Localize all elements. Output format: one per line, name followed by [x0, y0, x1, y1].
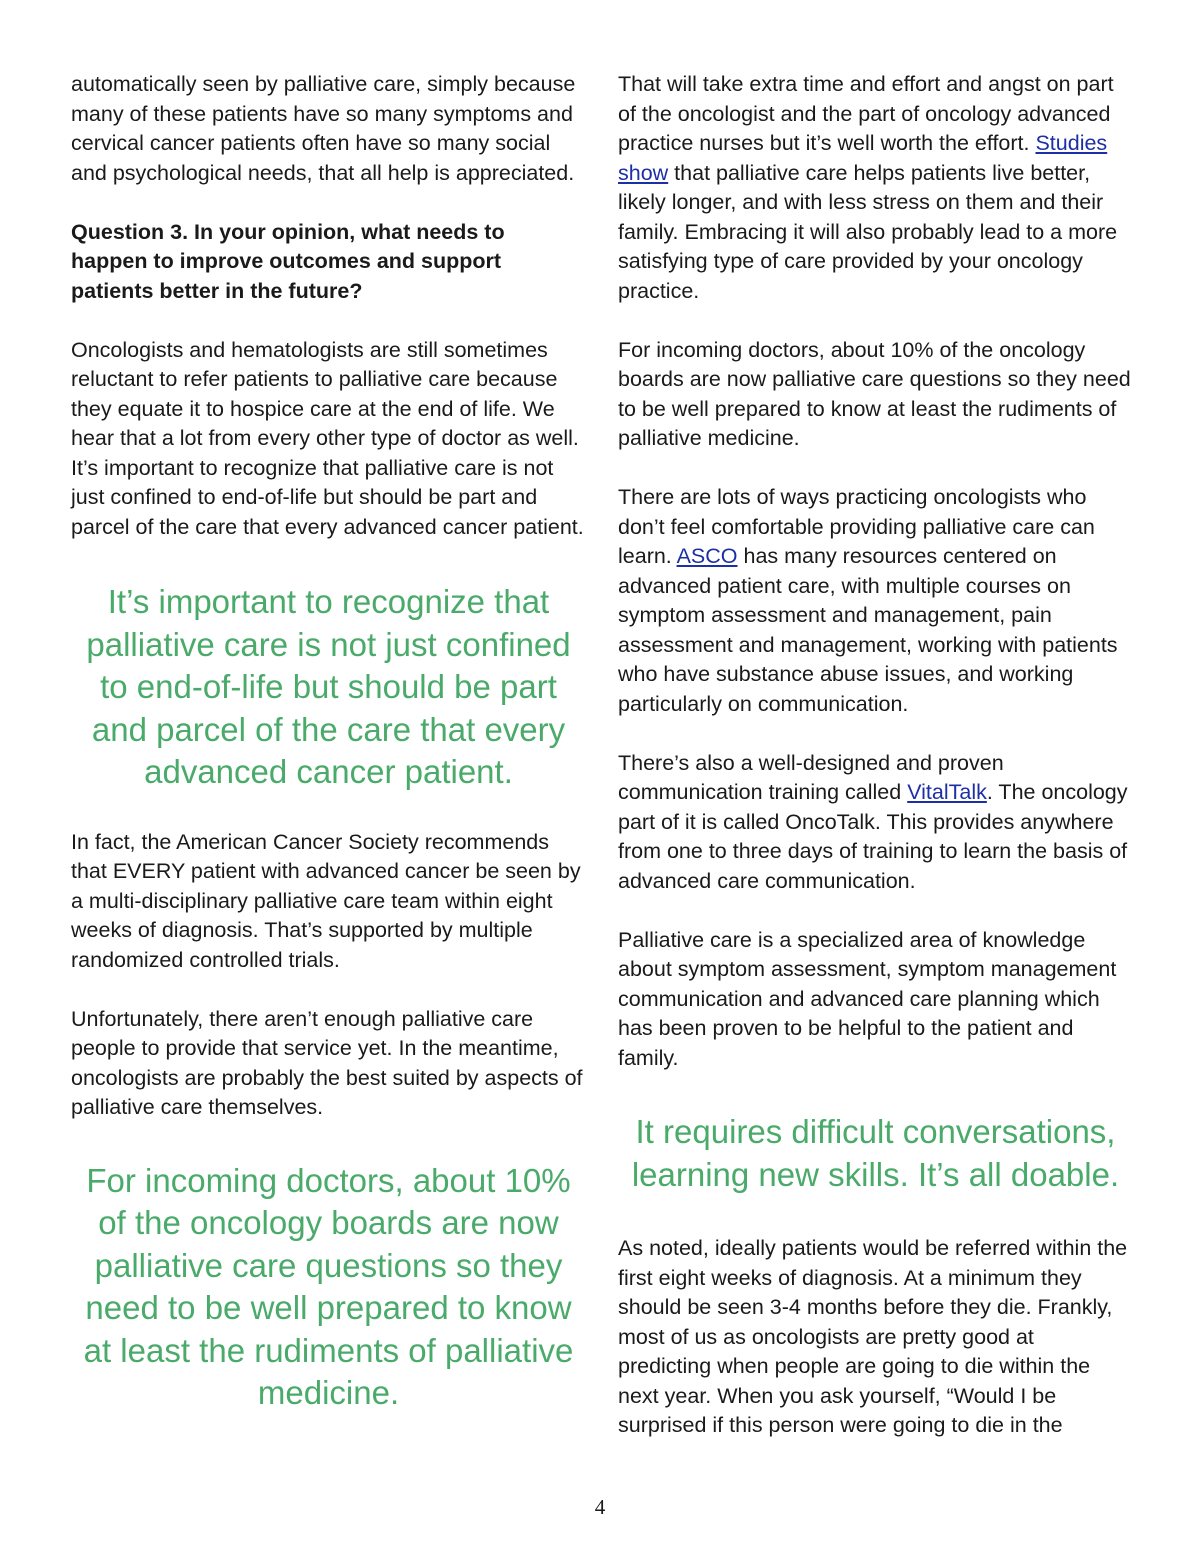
body-paragraph: For incoming doctors, about 10% of the oncology boards are now palliative care questions so they need to be well prepared to know at least the rudiments of palliative medicine.	[618, 337, 1131, 450]
text-run: That will take extra time and effort and angst on part of the oncologist and the part of oncology advanced practice nurses but it’s well worth the effort.	[618, 72, 1114, 155]
right-column	[618, 70, 1133, 1470]
body-paragraph: Palliative care is a specialized area of knowledge about symptom assessment, symptom management communication and advanced care planning which has been proven to be helpful to the patient and family.	[618, 927, 1117, 1070]
pull-quote: It requires difficult conversations, learning new skills. It’s all doable.	[631, 1113, 1120, 1193]
body-paragraph: As noted, ideally patients would be referred within the first eight weeks of diagnosis. At a minimum they should be seen 3-4 months before they die. Frankly, most of us as oncologists are pretty good at predicting when people are going to die within the next year. When you ask yourself, “Would I be surprised if this person were going to die in the	[618, 1236, 1128, 1437]
pull-quote: For incoming doctors, about 10% of the oncology boards are now palliative care questions so they need to be well prepared to know at least the rudiments of palliative medicine.	[83, 1161, 574, 1411]
page-number: 4	[594, 1495, 606, 1519]
text-run: . The oncology part of it is called OncoTalk. This provides anywhere from one to three days of training to learn the basis of advanced care communication.	[618, 780, 1128, 893]
vitaltalk-link[interactable]: VitalTalk	[907, 780, 987, 804]
pull-quote: It’s important to recognize that palliative care is not just confined to end-of-life but should be part and parcel of the care that every advanced cancer patient.	[86, 583, 571, 790]
text-run: There’s also a well-designed and proven communication training called	[618, 750, 1004, 804]
text-run: has many resources centered on advanced patient care, with multiple courses on symptom assessment and management, pain assessment and management, working with patients who have substance abuse issues, and working particularly on communication.	[618, 544, 1118, 716]
left-column	[71, 70, 586, 1415]
asco-link[interactable]: ASCO	[676, 544, 738, 568]
body-paragraph	[618, 749, 1133, 897]
text-run: that palliative care helps patients live better, likely longer, and with less stress on them and their family. Embracing it will also probably lead to a more satisfying type of care provided by your oncology practice.	[618, 160, 1118, 303]
text-run: There are lots of ways practicing oncologists who don’t feel comfortable providing palliative care can learn.	[618, 485, 1095, 568]
body-paragraph	[618, 70, 1133, 306]
body-paragraph: automatically seen by palliative care, simply because many of these patients have so many symptoms and cervical cancer patients often have so many social and psychological needs, that all help is appreciated.	[71, 72, 576, 185]
body-paragraph	[618, 483, 1133, 719]
studies-show-link[interactable]: Studies show	[618, 131, 1108, 185]
question-heading: Question 3. In your opinion, what needs to happen to improve outcomes and support patients better in the future?	[71, 219, 505, 303]
body-paragraph: Unfortunately, there aren’t enough palliative care people to provide that service yet. In the meantime, oncologists are probably the best suited by aspects of palliative care themselves.	[71, 1006, 583, 1119]
body-paragraph: In fact, the American Cancer Society recommends that EVERY patient with advanced cancer be seen by a multi-disciplinary palliative care team within eight weeks of diagnosis. That’s supported by multiple randomized controlled trials.	[71, 829, 581, 972]
body-paragraph: Oncologists and hematologists are still sometimes reluctant to refer patients to palliative care because they equate it to hospice care at the end of life. We hear that a lot from every other type of doctor as well. It’s important to recognize that palliative care is not just confined to end-of-life but should be part and parcel of the care that every advanced cancer patient.	[71, 337, 584, 539]
